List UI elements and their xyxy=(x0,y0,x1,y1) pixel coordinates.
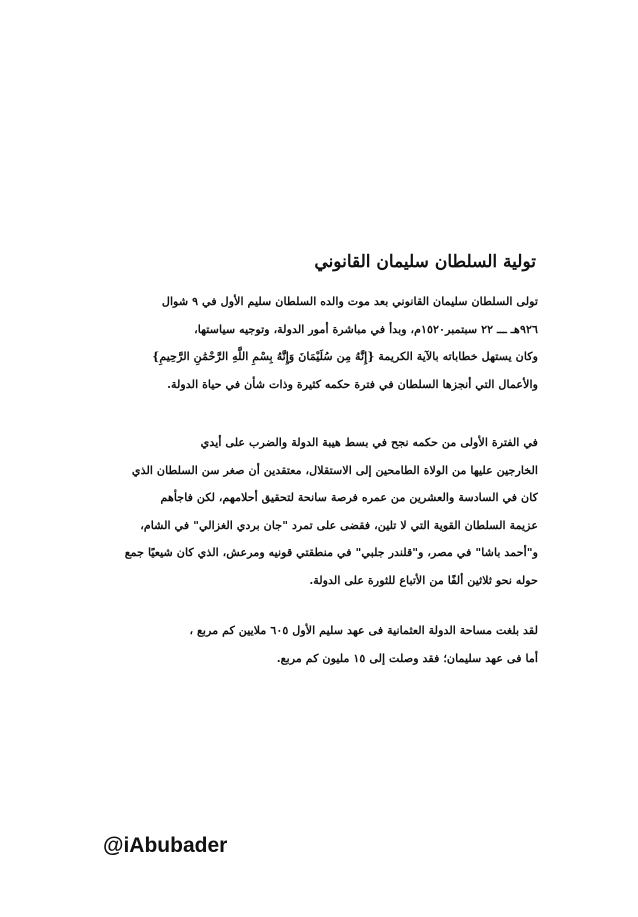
paragraph-line: وكان يستهل خطاباته بالآية الكريمة {إِنَّهُ مِن سُلَيْمَانَ وَإِنَّهُ بِسْمِ اللَّهِ الرَّحْمَٰنِ الرَّحِيمِ} xyxy=(152,349,538,363)
watermark-handle: @iAbubader xyxy=(103,834,228,857)
paragraph-accession xyxy=(118,288,538,398)
paragraph-line: لقد بلغت مساحة الدولة العثمانية فى عهد سليم الأول ٦٠٥ ملايين كم مربع ، xyxy=(189,623,538,637)
paragraph-line: كان في السادسة والعشرين من عمره فرصة سانحة لتحقيق أحلامهم، لكن فاجأهم xyxy=(160,490,538,504)
paragraph-line: ٩٢٦هـ ـــ ٢٢ سبتمبر١٥٢٠م، وبدأ في مباشرة أمور الدولة، وتوجيه سياستها، xyxy=(194,321,538,336)
paragraph-line: والأعمال التي أنجزها السلطان في فترة حكمه كثيرة وذات شأن في حياة الدولة. xyxy=(167,376,538,391)
paragraph-line: حوله نحو ثلاثين ألفًا من الأتباع للثورة على الدولة. xyxy=(309,572,538,587)
section-title: تولية السلطان سليمان القانوني xyxy=(314,252,536,272)
paragraph-line: تولى السلطان سليمان القانوني بعد موت والده السلطان سليم الأول في ٩ شوال xyxy=(161,294,538,308)
paragraph-area xyxy=(118,617,538,672)
paragraph-line: في الفترة الأولى من حكمه نجح في بسط هيبة الدولة والضرب على أيدي xyxy=(200,435,538,449)
paragraph-line: الخارجين عليها من الولاة الطامحين إلى الاستقلال، معتقدين أن صغر سن السلطان الذي xyxy=(131,462,538,477)
paragraph-line: عزيمة السلطان القوية التي لا تلين، فقضى على تمرد "جان بردي الغزالي" في الشام، xyxy=(140,517,538,532)
paragraph-line: أما فى عهد سليمان؛ فقد وصلت إلى ١٥ مليون كم مربع. xyxy=(276,650,538,665)
paragraph-line: و"أحمد باشا" في مصر، و"قلندر جلبي" في منطقتي قونيه ومرعش، الذي كان شيعيًا جمع xyxy=(124,545,538,559)
paragraph-early-reign xyxy=(118,429,538,594)
